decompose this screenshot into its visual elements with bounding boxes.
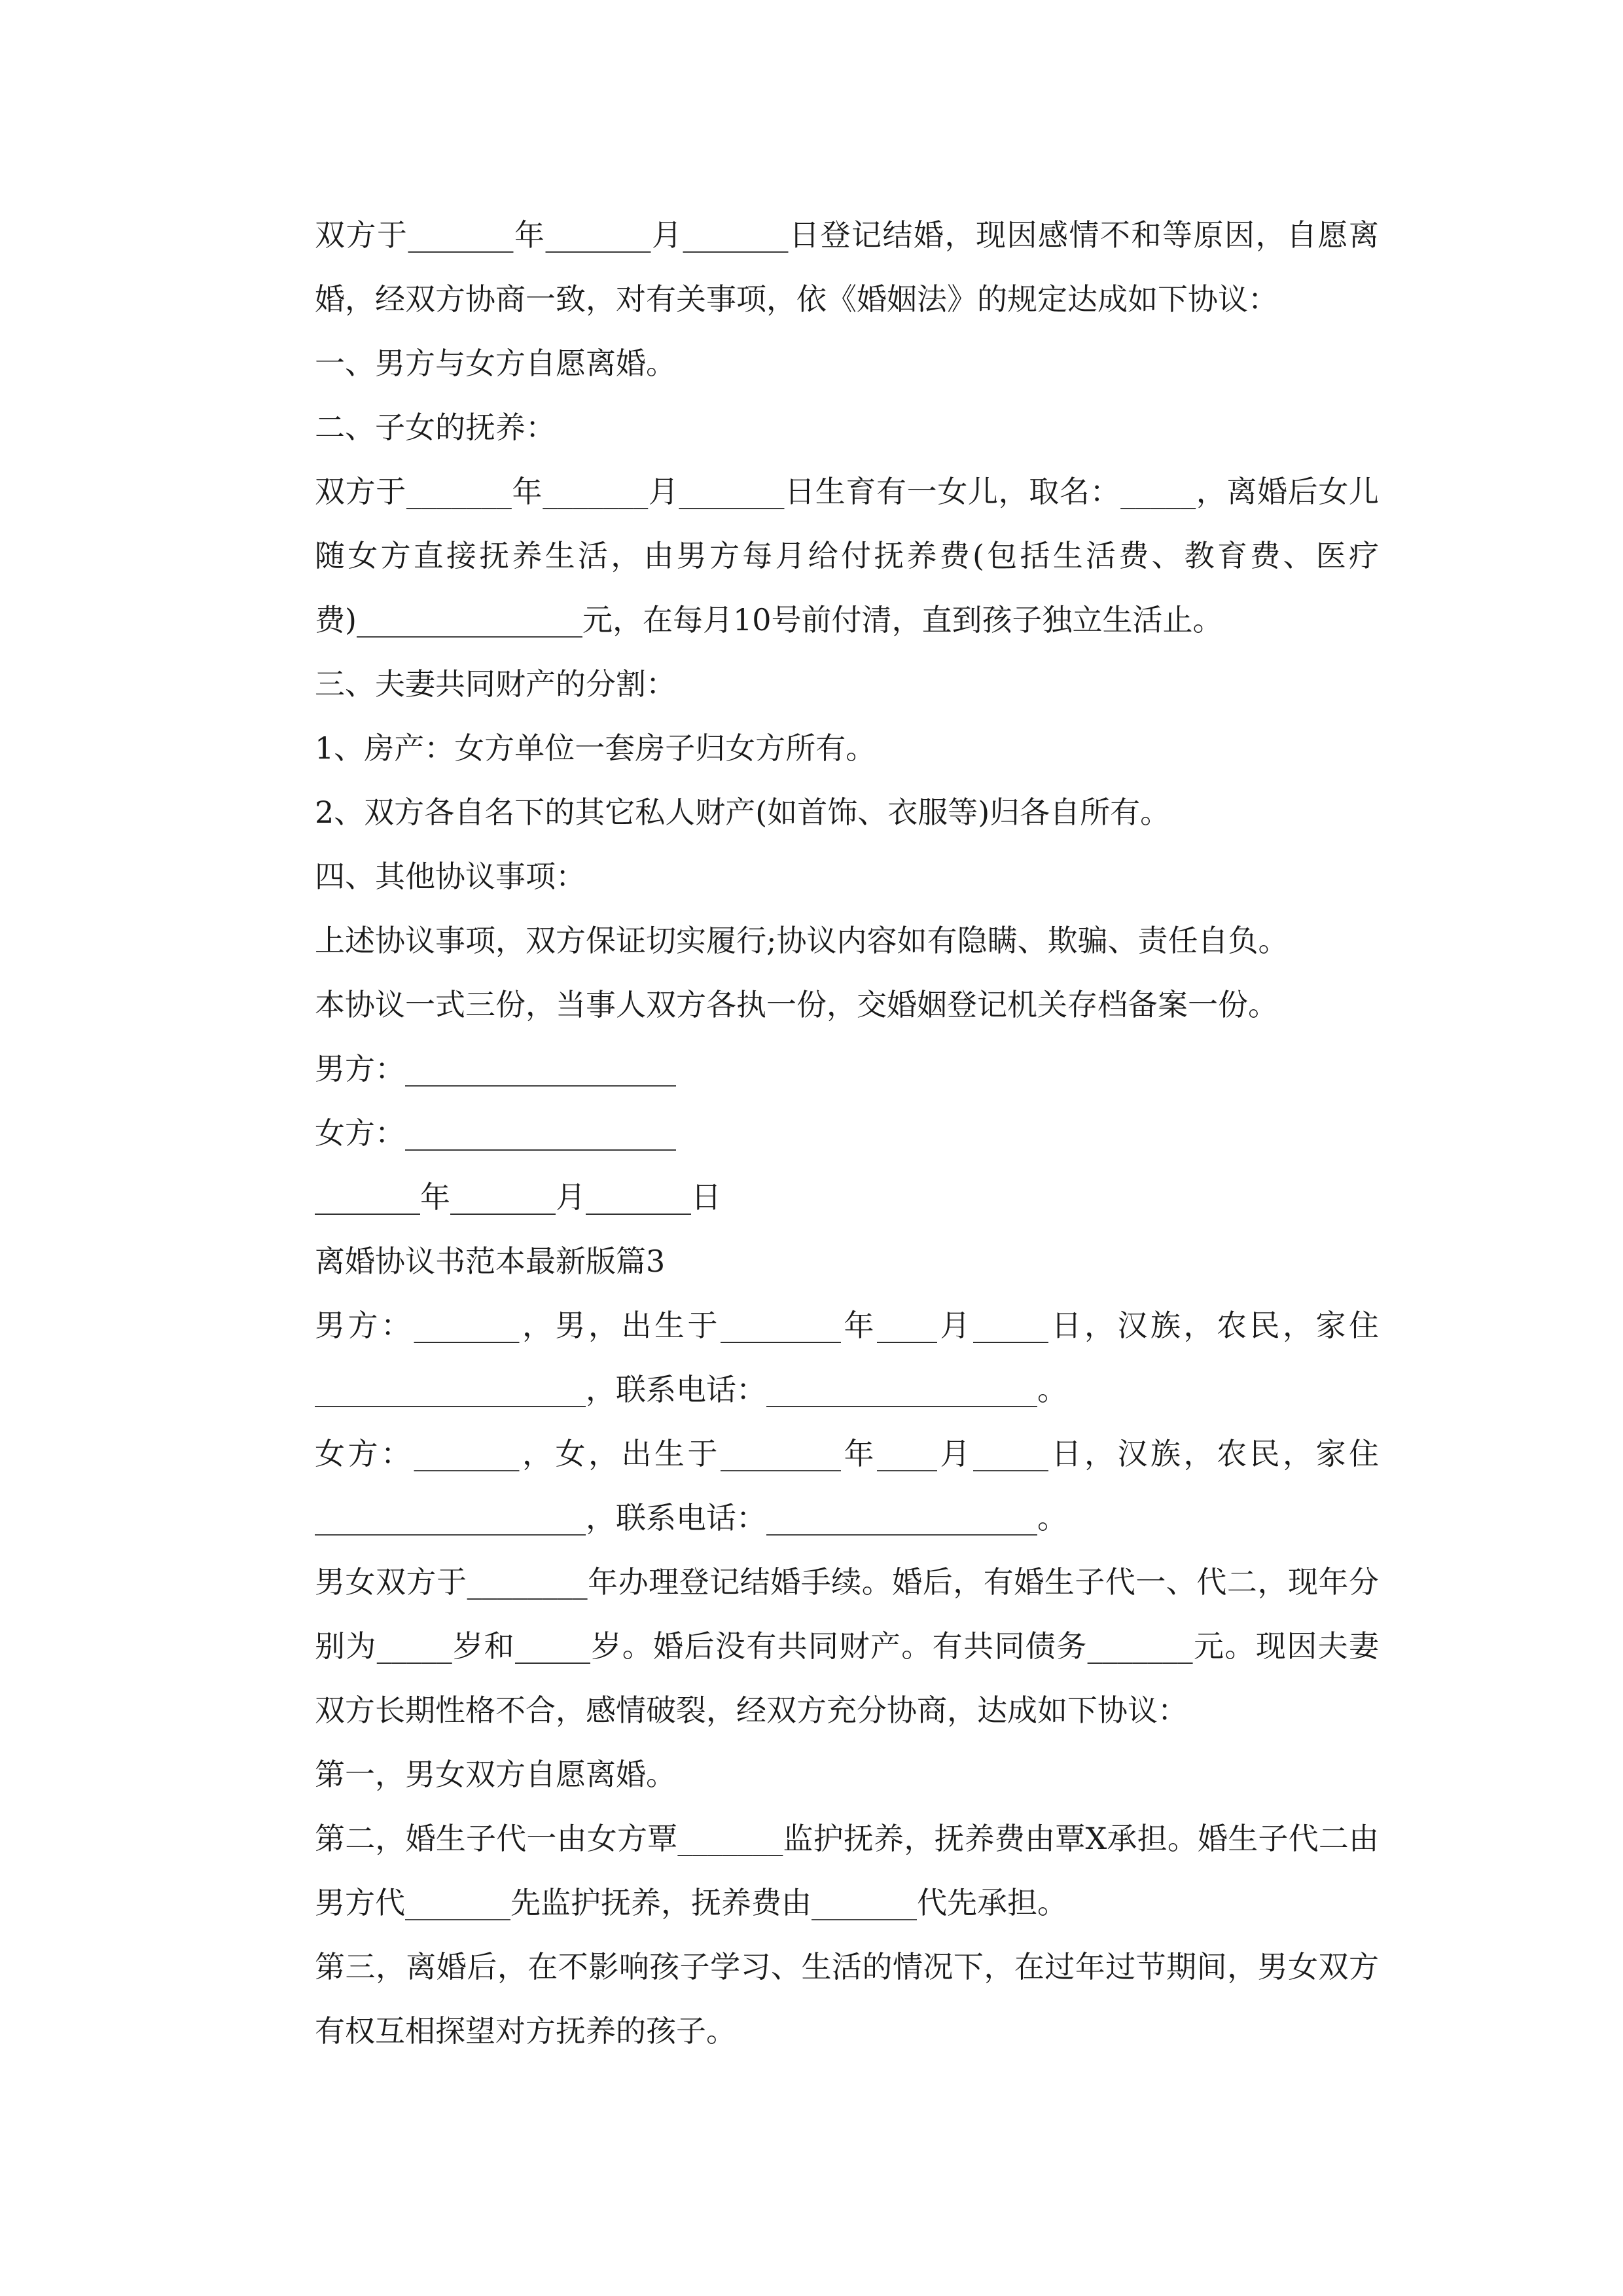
- signature-line-man: 男方：__________________: [315, 1051, 676, 1086]
- paragraph-clause-2-heading: 二、子女的抚养：: [315, 410, 556, 445]
- paragraph-clause-1: 一、男方与女方自愿离婚。: [315, 346, 676, 381]
- paragraph-article-2: 第二，婚生子代一由女方覃_______监护抚养，抚养费由覃X承担。婚生子代二由男方代_______先监护抚养，抚养费由_______代先承担。: [315, 1821, 1379, 1920]
- paragraph-marriage-registration: 双方于_______年_______月_______日登记结婚，现因感情不和等原因，自愿离婚，经双方协商一致，对有关事项，依《婚姻法》的规定达成如下协议：: [315, 217, 1379, 317]
- paragraph-guarantee: 上述协议事项，双方保证切实履行;协议内容如有隐瞒、欺骗、责任自负。: [315, 923, 1289, 958]
- paragraph-marriage-background: 男女双方于________年办理登记结婚手续。婚后，有婚生子代一、代二，现年分别为_____岁和_____岁。婚后没有共同财产。有共同债务_______元。现因夫妻双方长期性格不合，感情破裂，经双方充分协商，达成如下协议：: [315, 1564, 1379, 1728]
- paragraph-article-3: 第三，离婚后，在不影响孩子学习、生活的情况下，在过年过节期间，男女双方有权互相探望对方抚养的孩子。: [315, 1949, 1379, 2049]
- paragraph-property-personal: 2、双方各自名下的其它私人财产(如首饰、衣服等)归各自所有。: [315, 795, 1171, 830]
- paragraph-article-1: 第一，男女双方自愿离婚。: [315, 1757, 676, 1792]
- date-line: _______年_______月_______日: [315, 1179, 721, 1215]
- section-title-template-3: 离婚协议书范本最新版篇3: [315, 1244, 666, 1279]
- signature-line-woman: 女方：__________________: [315, 1115, 676, 1151]
- paragraph-man-info: 男方：_______，男，出生于________年____月_____日，汉族，农民，家住__________________，联系电话：__________________。: [315, 1308, 1379, 1407]
- paragraph-woman-info: 女方：_______，女，出生于________年____月_____日，汉族，农民，家住__________________，联系电话：__________________。: [315, 1436, 1379, 1535]
- document-body: [247, 203, 1379, 2063]
- paragraph-clause-4-heading: 四、其他协议事项：: [315, 859, 586, 894]
- paragraph-copies: 本协议一式三份，当事人双方各执一份，交婚姻登记机关存档备案一份。: [315, 987, 1278, 1022]
- paragraph-property-house: 1、房产：女方单位一套房子归女方所有。: [315, 730, 876, 766]
- paragraph-clause-3-heading: 三、夫妻共同财产的分割：: [315, 666, 676, 702]
- paragraph-child-support: 双方于_______年_______月_______日生育有一女儿，取名：_____，离婚后女儿随女方直接抚养生活，由男方每月给付抚养费(包括生活费、教育费、医疗费)_______________元，在每月10号前付清，直到孩子独立生活止。: [315, 474, 1379, 637]
